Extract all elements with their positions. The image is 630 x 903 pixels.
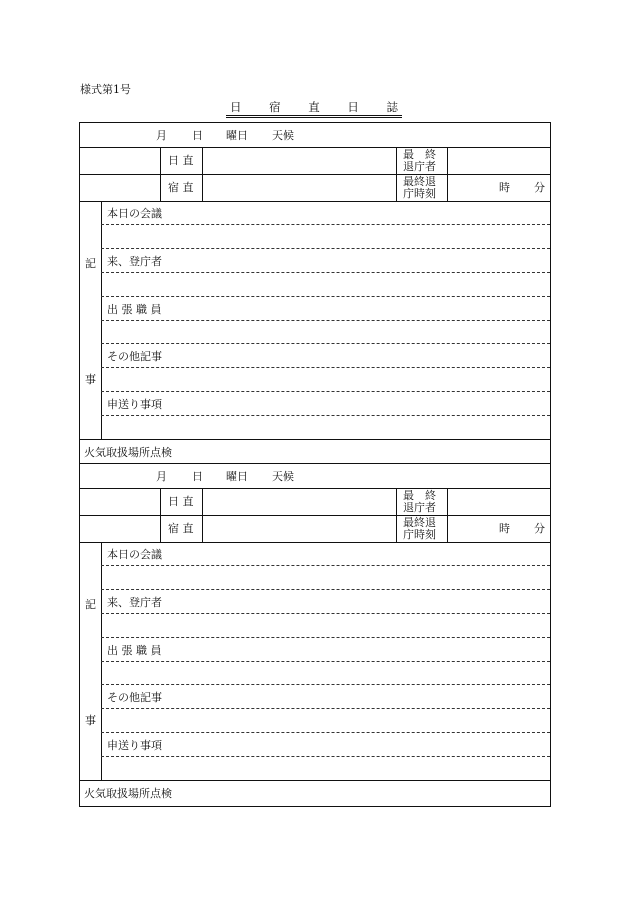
night-duty-label: 宿 直 (168, 181, 194, 194)
last-time-label-top: 最終退 (403, 516, 436, 529)
header-month: 月 (156, 129, 167, 142)
title-char: 宿 (269, 100, 281, 114)
last-leave-label-top: 最 終 (403, 148, 436, 161)
section-handover: 申送り事項 (107, 739, 162, 752)
fire-check-label: 火気取扱場所点検 (84, 787, 172, 800)
last-time-label-bottom: 庁時刻 (403, 528, 436, 541)
last-leave-label-bottom: 退庁者 (403, 501, 436, 514)
minute-label: 分 (534, 181, 545, 194)
section-other-notes: その他記事 (107, 691, 162, 704)
title-char: 日 (230, 100, 242, 114)
minute-label: 分 (534, 522, 545, 535)
last-leave-label-bottom: 退庁者 (403, 160, 436, 173)
journal-sheet-1 (79, 122, 551, 464)
section-meetings: 本日の会議 (107, 548, 162, 561)
title-char: 直 (308, 100, 320, 114)
header-weekday: 曜日 (226, 129, 248, 142)
day-duty-label: 日 直 (168, 495, 194, 508)
header-weekday: 曜日 (226, 470, 248, 483)
header-day: 日 (192, 129, 203, 142)
header-weather: 天候 (272, 470, 294, 483)
title-char: 誌 (386, 100, 398, 114)
section-business-trip: 出 張 職 員 (107, 644, 162, 657)
hour-label: 時 (499, 181, 510, 194)
side-label-ki: 記 (85, 257, 96, 270)
side-label-ji: 事 (85, 714, 96, 727)
side-label-ji: 事 (85, 373, 96, 386)
section-other-notes: その他記事 (107, 350, 162, 363)
title-char: 日 (347, 100, 359, 114)
section-visitors: 来、登庁者 (107, 596, 162, 609)
form-number: 様式第1号 (80, 83, 131, 96)
fire-check-label: 火気取扱場所点検 (84, 446, 172, 459)
night-duty-label: 宿 直 (168, 522, 194, 535)
last-leave-label-top: 最 終 (403, 489, 436, 502)
day-duty-label: 日 直 (168, 154, 194, 167)
section-handover: 申送り事項 (107, 398, 162, 411)
last-time-label-bottom: 庁時刻 (403, 187, 436, 200)
header-day: 日 (192, 470, 203, 483)
side-label-ki: 記 (85, 598, 96, 611)
section-meetings: 本日の会議 (107, 207, 162, 220)
journal-sheet-2 (79, 463, 551, 807)
section-business-trip: 出 張 職 員 (107, 303, 162, 316)
section-visitors: 来、登庁者 (107, 255, 162, 268)
hour-label: 時 (499, 522, 510, 535)
last-time-label-top: 最終退 (403, 175, 436, 188)
header-month: 月 (156, 470, 167, 483)
page-title (226, 100, 402, 118)
header-weather: 天候 (272, 129, 294, 142)
